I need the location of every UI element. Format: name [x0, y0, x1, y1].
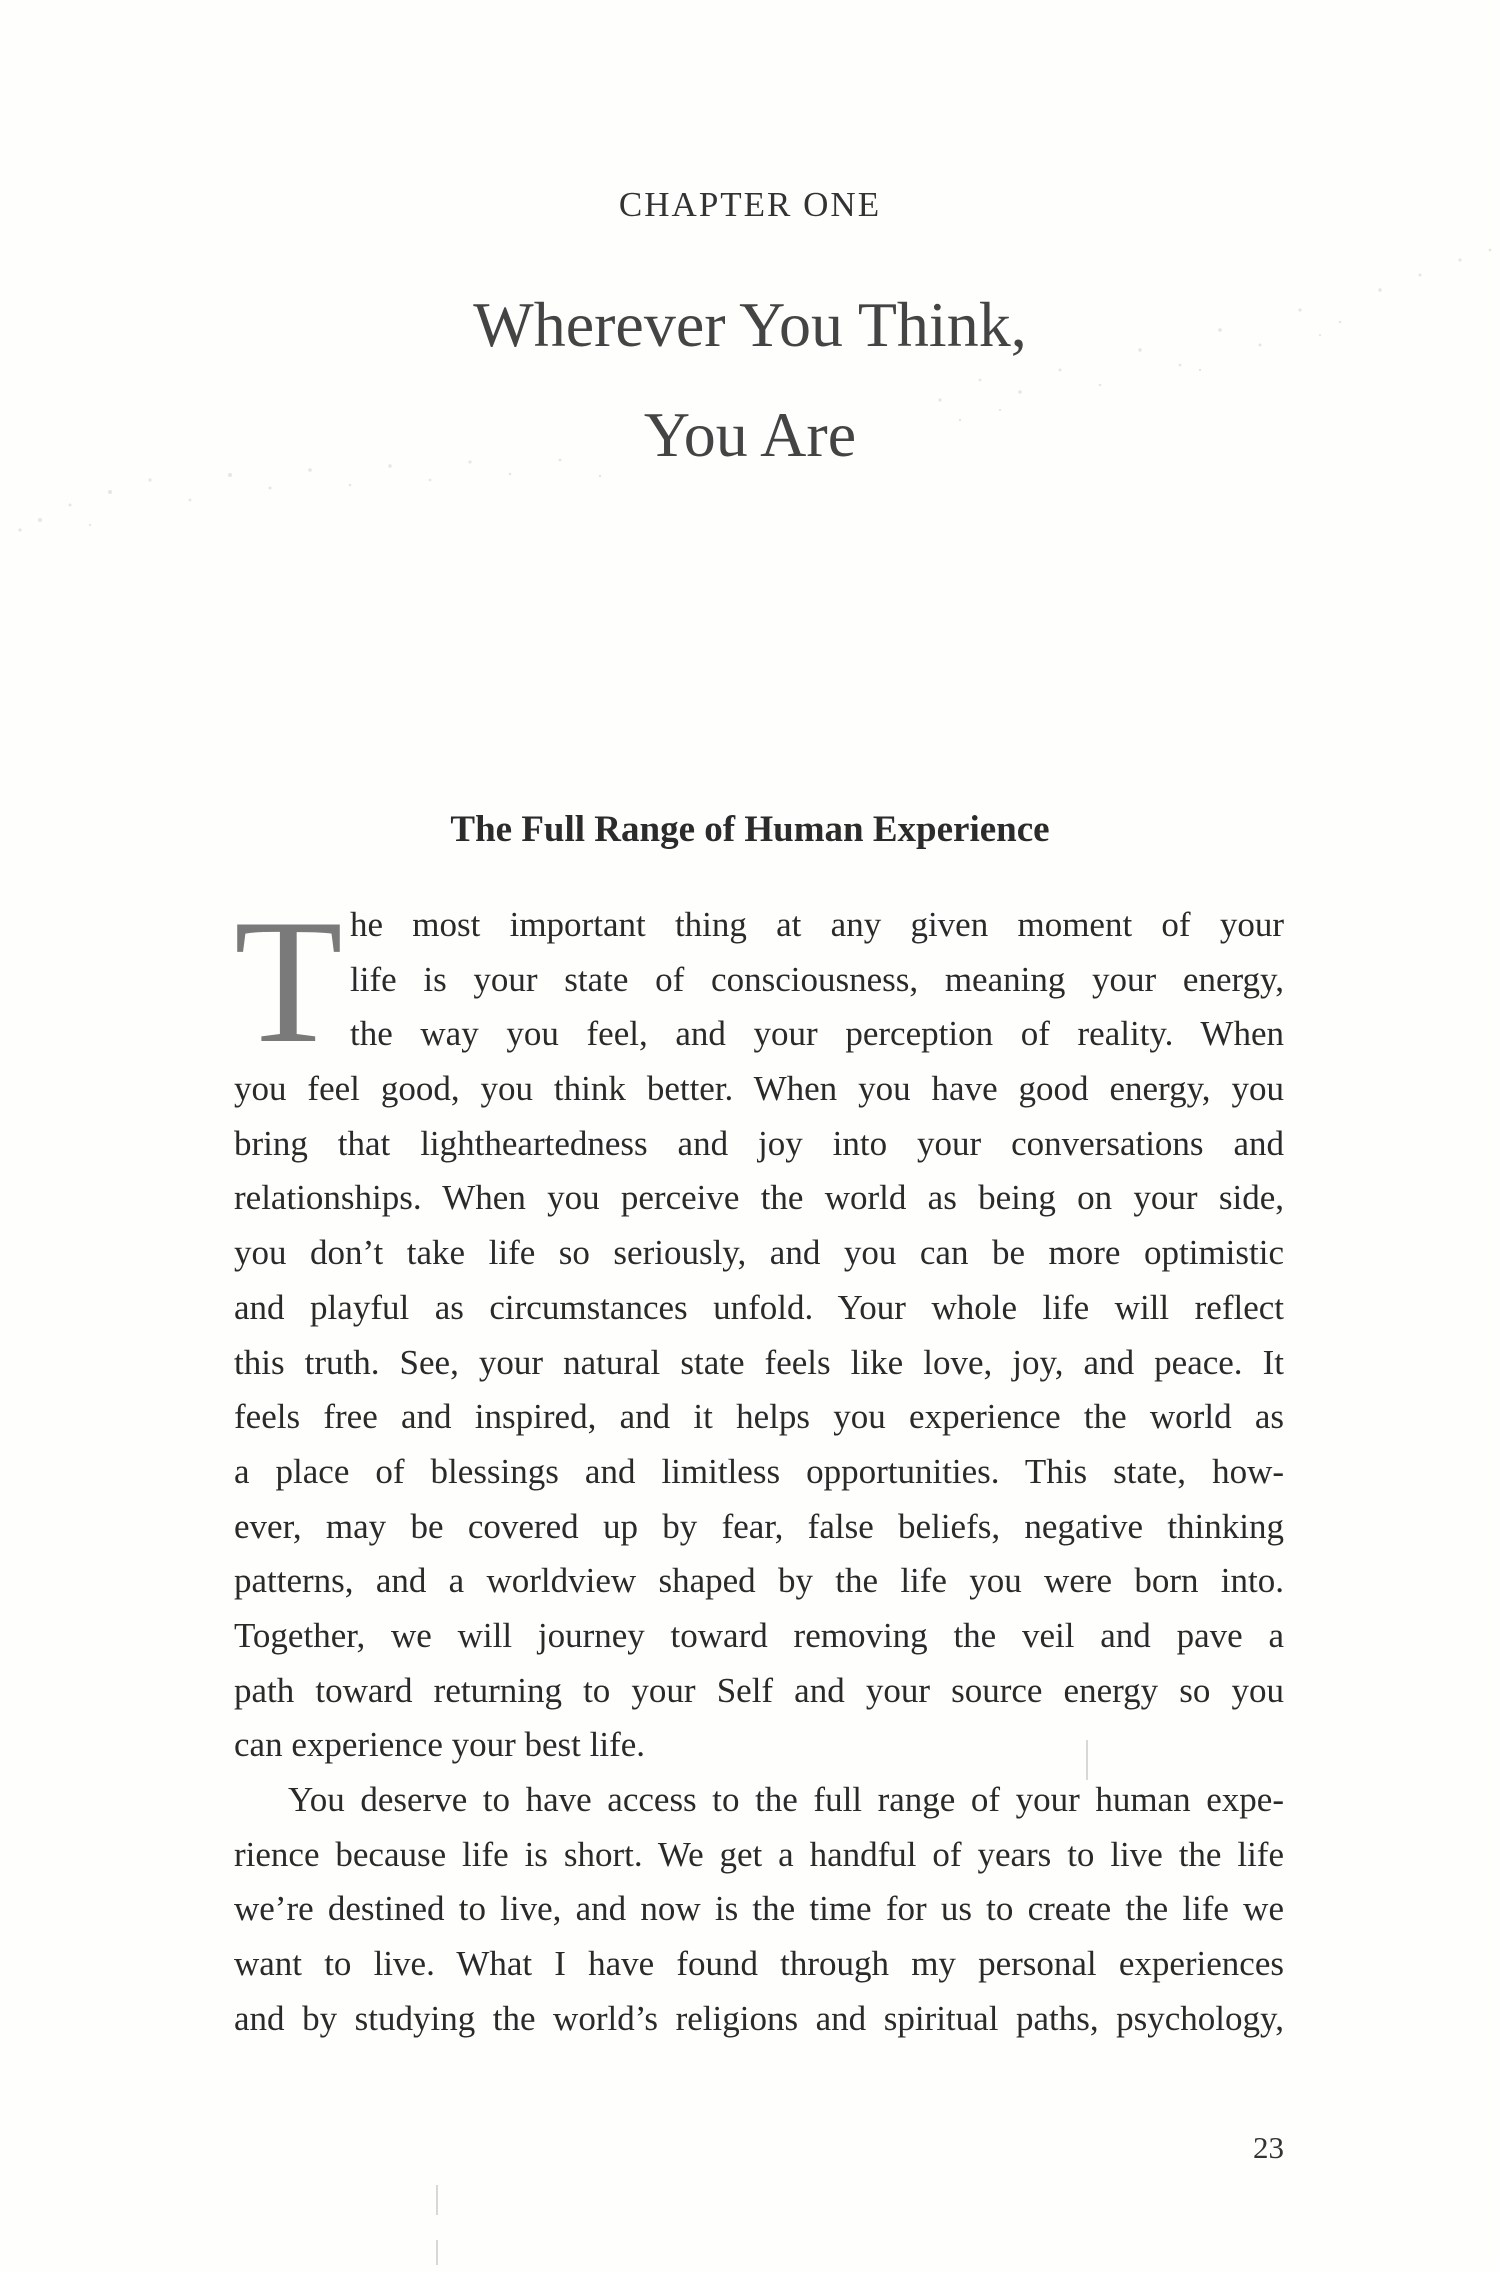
- text-line: You deserve to have access to the full range of your human expe-: [288, 1780, 1284, 1819]
- text-line: he most important thing at any given moment of your: [350, 905, 1284, 944]
- page-number: 23: [1253, 2130, 1284, 2165]
- text-line: relationships. When you perceive the world as being on your side,: [234, 1178, 1284, 1218]
- text-line: can experience your best life.: [234, 1725, 646, 1765]
- paragraph-1: [234, 882, 1284, 1773]
- text-line: you feel good, you think better. When you have good energy, you: [234, 1069, 1284, 1109]
- chapter-title-line-2: You Are: [643, 399, 857, 470]
- text-line: you don’t take life so seriously, and you can be more optimistic: [234, 1233, 1284, 1273]
- text-line: feels free and inspired, and it helps you experience the world as: [234, 1397, 1284, 1437]
- drop-cap: T: [234, 882, 343, 1080]
- scan-mark: [436, 2240, 438, 2265]
- text-line: rience because life is short. We get a handful of years to live the life: [234, 1834, 1284, 1874]
- paragraph-2: [234, 1773, 1284, 2046]
- text-line: life is your state of consciousness, meaning your energy,: [350, 959, 1284, 999]
- scan-mark: [1086, 1740, 1088, 1780]
- text-line: and by studying the world’s religions and spiritual paths, psychology,: [234, 1998, 1284, 2038]
- text-line: this truth. See, your natural state feels like love, joy, and peace. It: [234, 1342, 1284, 1382]
- text-line: want to live. What I have found through my personal experiences: [234, 1944, 1284, 1984]
- text-line: a place of blessings and limitless opportunities. This state, how-: [234, 1451, 1284, 1491]
- text-line: Together, we will journey toward removing the veil and pave a: [234, 1615, 1284, 1655]
- text-line: patterns, and a worldview shaped by the life you were born into.: [234, 1561, 1284, 1601]
- text-line: ever, may be covered up by fear, false beliefs, negative thinking: [234, 1506, 1284, 1546]
- body-text: [234, 882, 1284, 2046]
- scan-mark: [436, 2185, 438, 2215]
- text-line: bring that lightheartedness and joy into your conversations and: [234, 1123, 1284, 1163]
- chapter-title: [0, 270, 1500, 490]
- chapter-title-line-1: Wherever You Think,: [473, 289, 1027, 360]
- text-line: we’re destined to live, and now is the time for us to create the life we: [234, 1889, 1284, 1929]
- text-line: path toward returning to your Self and your source energy so you: [234, 1670, 1284, 1710]
- text-line: and playful as circumstances unfold. Your whole life will reflect: [234, 1287, 1284, 1327]
- section-heading: The Full Range of Human Experience: [450, 809, 1050, 850]
- text-line: the way you feel, and your perception of reality. When: [350, 1014, 1284, 1054]
- chapter-label: CHAPTER ONE: [618, 185, 882, 224]
